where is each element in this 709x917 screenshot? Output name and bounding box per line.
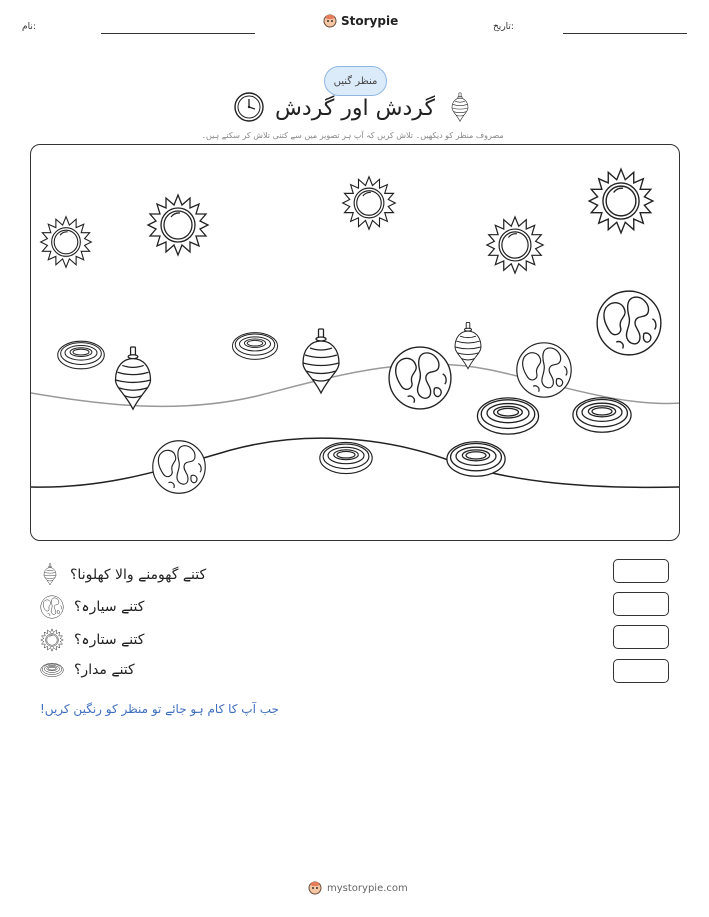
category-badge: منظر گنیں [324, 66, 387, 96]
question-label: کتنے سیارہ؟ [74, 599, 145, 615]
planet-icon [517, 343, 571, 397]
orbit-ring-icon [40, 662, 64, 678]
clock-icon [233, 91, 265, 123]
sun-icon [589, 169, 653, 233]
question-label: کتنے ستارہ؟ [74, 632, 145, 648]
spinning-top-icon [40, 563, 60, 587]
answer-box[interactable] [613, 625, 669, 649]
brand-name: Storypie [341, 14, 399, 28]
footer-url[interactable]: mystorypie.com [327, 882, 408, 894]
sun-icon [148, 195, 208, 255]
orbit-ring-icon [320, 442, 372, 473]
sun-icon [40, 628, 64, 652]
planet-icon [153, 441, 206, 494]
sun-icon [41, 217, 92, 268]
orbit-ring-icon [232, 333, 277, 360]
question-row [40, 563, 206, 587]
answer-box[interactable] [613, 659, 669, 683]
storypie-mascot-icon [323, 13, 337, 29]
planet-icon [389, 347, 451, 409]
planet-icon [40, 595, 64, 619]
scene-panel [30, 144, 680, 541]
footer [308, 880, 408, 896]
answer-box[interactable] [613, 559, 669, 583]
orbit-ring-icon [58, 341, 105, 369]
question-label: کتنے مدار؟ [74, 662, 135, 678]
page-title: گردش اور گردش [275, 96, 435, 121]
storypie-mascot-icon [308, 880, 322, 896]
question-row [40, 662, 135, 678]
spinning-top-icon [116, 347, 151, 409]
sun-icon [487, 217, 543, 273]
question-label: کتنے گھومنے والا کھلونا؟ [70, 567, 207, 583]
orbit-ring-icon [573, 398, 631, 433]
coloring-instruction: جب آپ کا کام ہو جائے تو منظر کو رنگین کریں! [40, 702, 279, 716]
date-line[interactable] [563, 33, 687, 34]
brand-logo [323, 13, 398, 29]
name-label: نام: [22, 22, 36, 32]
spinning-top-icon [455, 322, 481, 368]
planet-icon [597, 291, 661, 355]
page-subtitle: مصروف منظر کو دیکھیں۔ تلاش کریں کہ آپ ہر تصویر میں سے کتنی تلاش کر سکتے ہیں۔ [201, 131, 504, 140]
date-label: تاریخ: [493, 22, 514, 32]
question-row [40, 628, 144, 652]
scene-illustration [31, 145, 680, 541]
orbit-ring-icon [447, 442, 505, 477]
orbit-ring-icon [477, 398, 538, 434]
name-line[interactable] [101, 33, 255, 34]
question-row [40, 595, 144, 619]
sun-icon [343, 177, 396, 230]
answer-box[interactable] [613, 592, 669, 616]
spinning-top-icon [447, 92, 473, 124]
